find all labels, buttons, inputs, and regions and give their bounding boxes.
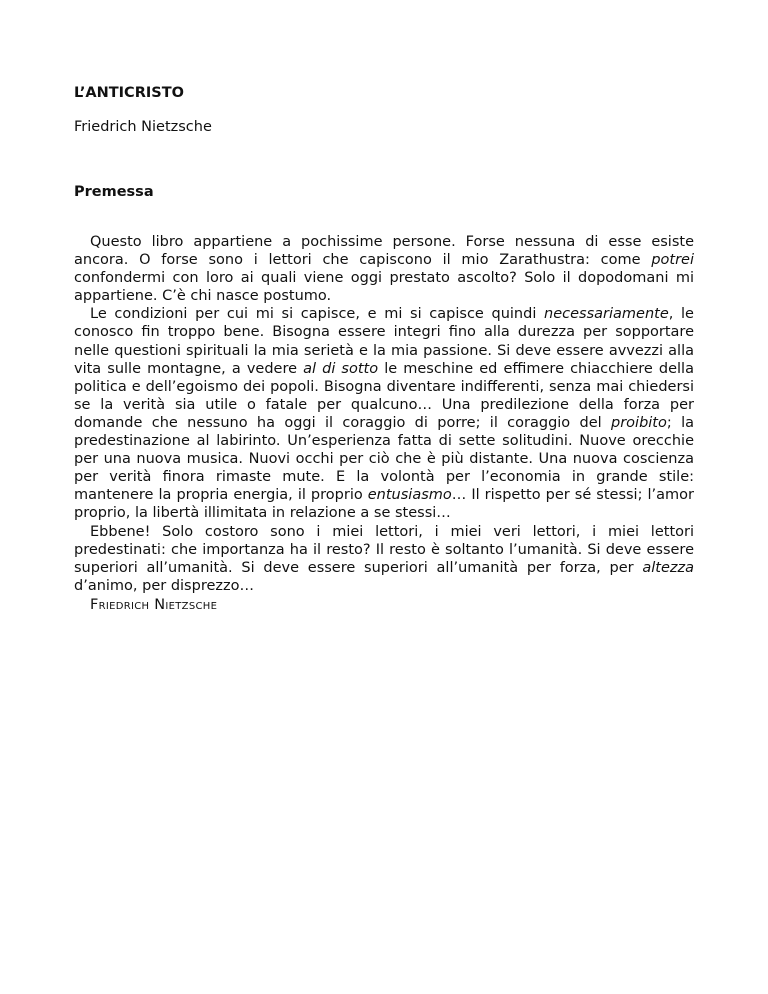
italic-text: potrei <box>651 252 694 269</box>
paragraph-text: Questo libro appartiene a pochissime persone. Forse nessuna di esse esiste ancora. O forse sono i lettori che capiscono il mio Zarathustra: come <box>74 234 694 269</box>
paragraph-text: ; la predestinazione al labirinto. Un’esperienza fatta di sette solitudini. Nuove orecchie per una nuova musica. Nuovi occhi per ciò che è più distante. Una nuova coscienza per verità finora rimaste mute. E la volontà per l’economia in grande stile: mantenere la propria energia, il proprio <box>74 414 694 504</box>
italic-text: entusiasmo <box>367 487 452 504</box>
paragraph-text: , le conosco fin troppo bene. Bisogna essere integri fino alla durezza per sopportare nelle questioni spirituali la mia serietà e la mia passione. Si deve essere avvezzi alla vita sulle montagne, a vedere <box>74 306 694 377</box>
body-text <box>74 233 694 595</box>
italic-text: altezza <box>642 559 694 576</box>
signature: Friedrich Nietzsche <box>90 597 218 613</box>
paragraph-text: Le condizioni per cui mi si capisce, e mi si capisce quindi <box>90 306 545 323</box>
document-title: L’ANTICRISTO <box>74 85 184 101</box>
paragraph <box>74 233 694 305</box>
author-name: Friedrich Nietzsche <box>74 119 212 135</box>
paragraph-text: le meschine ed effimere chiacchiere della politica e dell’egoismo dei popoli. Bisogna diventare indifferenti, senza mai chiedersi se la verità sia utile o fatale per qualcuno… Una predilezione della forza per domande che nessuno ha oggi il coraggio di porre; il coraggio del <box>74 360 694 431</box>
section-heading: Premessa <box>74 184 154 200</box>
paragraph-text: Ebbene! Solo costoro sono i miei lettori, i miei veri lettori, i miei lettori predestinati: che importanza ha il resto? Il resto è soltanto l’umanità. Si deve essere superiori all’umanità. Si deve essere superiori all’umanità per forza, per <box>74 523 694 576</box>
paragraph <box>74 523 694 595</box>
italic-text: necessariamente <box>544 306 669 323</box>
paragraph <box>74 305 694 522</box>
paragraph-text: … Il rispetto per sé stessi; l’amor proprio, la libertà illimitata in relazione a se stessi… <box>74 487 694 522</box>
italic-text: proibito <box>611 414 667 431</box>
paragraph-text: d’animo, per disprezzo… <box>74 577 254 594</box>
paragraph-text: confondermi con loro ai quali viene oggi prestato ascolto? Solo il dopodomani mi appartiene. C’è chi nasce postumo. <box>74 270 694 305</box>
italic-text: al di sotto <box>303 360 379 377</box>
